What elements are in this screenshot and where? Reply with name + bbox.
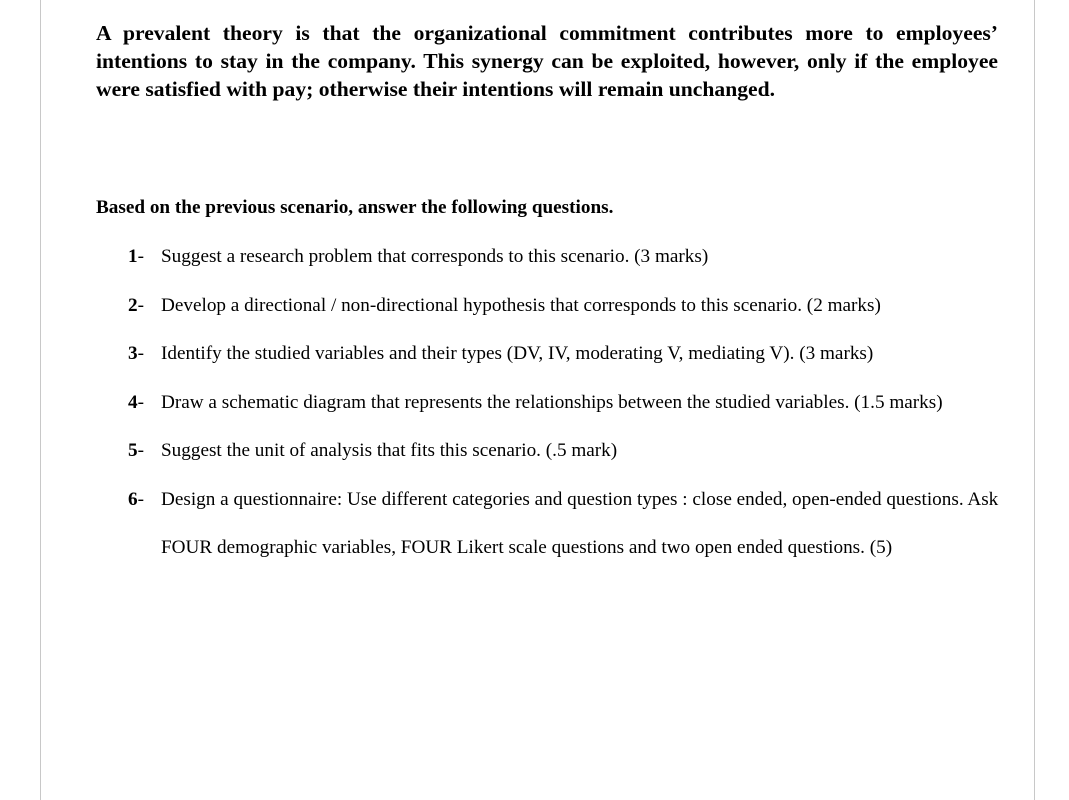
scenario-paragraph: A prevalent theory is that the organizational commitment contributes more to employees’ intentions to stay in the company. This synergy can be exploited, however, only if the employee were satisfied with pay; otherwise their intentions will remain unchanged. xyxy=(96,21,998,101)
question-text: Suggest a research problem that corresponds to this scenario. (3 marks) xyxy=(161,246,709,267)
question-item xyxy=(128,282,1008,331)
question-number: 5- xyxy=(128,440,144,461)
question-item xyxy=(128,476,1008,573)
question-item xyxy=(128,379,1008,428)
question-item xyxy=(128,233,1008,282)
question-number: 1- xyxy=(128,246,144,267)
question-number: 4- xyxy=(128,391,144,413)
question-text: Develop a directional / non-directional hypothesis that corresponds to this scenario. (2 marks) xyxy=(161,294,881,316)
instructions-heading: Based on the previous scenario, answer the following questions. xyxy=(96,197,614,218)
question-text: Identify the studied variables and their types (DV, IV, moderating V, mediating V). (3 marks) xyxy=(161,343,874,364)
question-item xyxy=(128,330,1008,379)
question-text: Draw a schematic diagram that represents the relationships between the studied variables. (1.5 marks) xyxy=(161,391,943,413)
question-number: 2- xyxy=(128,294,144,316)
question-item xyxy=(128,427,1008,476)
question-text: Suggest the unit of analysis that fits this scenario. (.5 mark) xyxy=(161,440,618,461)
questions-list xyxy=(128,233,1008,573)
document-page xyxy=(40,0,1035,800)
question-number: 6- xyxy=(128,488,144,510)
question-text: Design a questionnaire: Use different categories and question types : close ended, open-ended questions. Ask FOUR demographic variables, FOUR Likert scale questions and two open ended questions. (5) xyxy=(161,488,999,558)
question-number: 3- xyxy=(128,343,144,364)
